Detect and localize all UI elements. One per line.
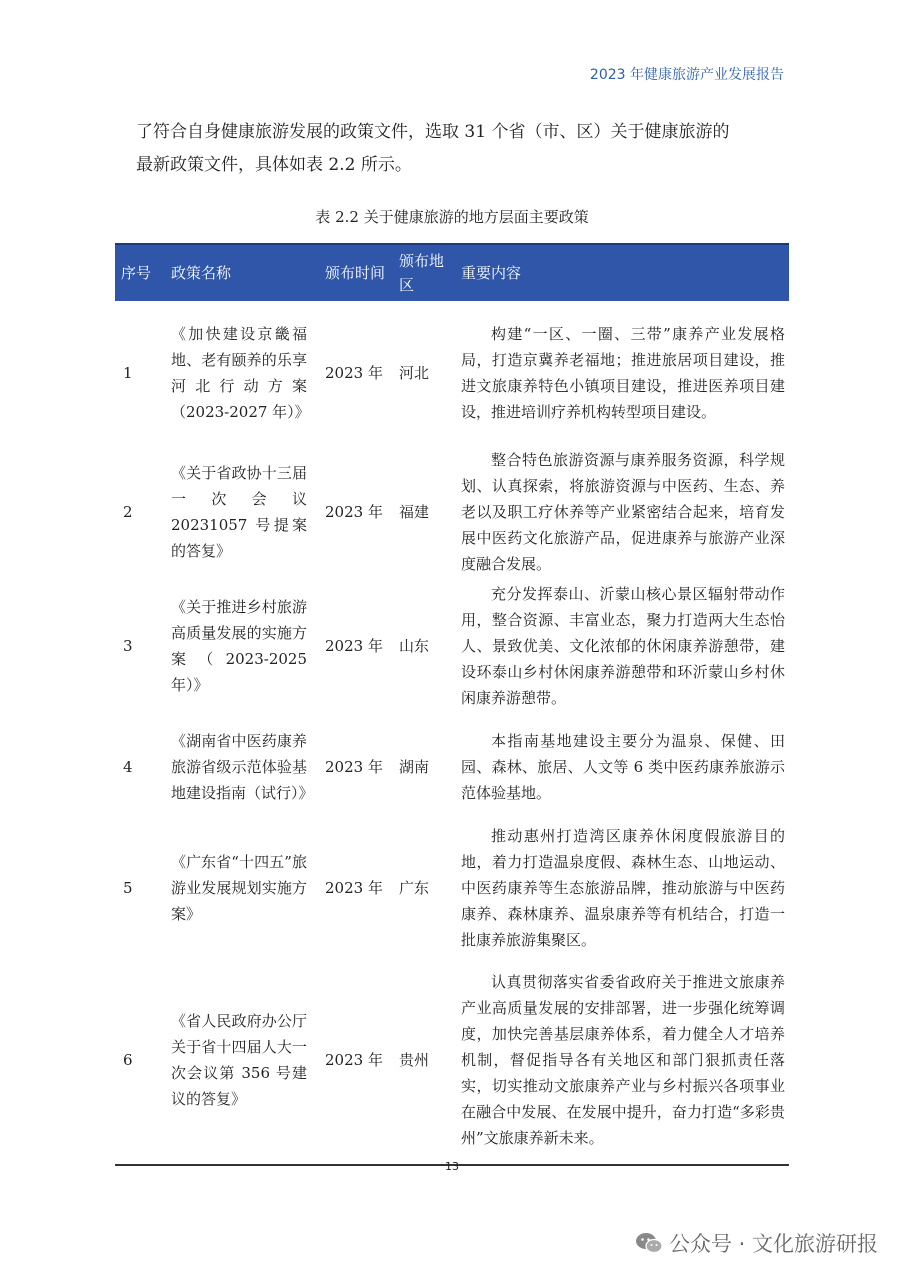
intro-line-2: 最新政策文件，具体如表 2.2 所示。 (136, 155, 412, 175)
table-body (115, 301, 789, 1165)
row-year: 2023 年 (325, 879, 383, 897)
row-content: 充分发挥泰山、沂蒙山核心景区辐射带动作用，整合资源、丰富业态，聚力打造两大生态怡人、景致优美、文化浓郁的休闲康养游憩带，建设环泰山乡村休闲康养游憩带和环沂蒙山乡村休闲康养游憩带。 (461, 585, 785, 707)
row-region: 河北 (399, 364, 430, 382)
table-row (115, 445, 789, 579)
watermark (635, 1228, 878, 1258)
table-row (115, 579, 789, 713)
table-row (115, 301, 789, 445)
header-num: 序号 (115, 244, 165, 301)
intro-paragraph (136, 116, 776, 182)
row-content: 推动惠州打造湾区康养休闲度假旅游目的地，着力打造温泉度假、森林生态、山地运动、中医药康养等生态旅游品牌，推动旅游与中医药康养、森林康养、温泉康养等有机结合，打造一批康养旅游集聚区。 (461, 827, 785, 949)
wechat-icon (635, 1232, 663, 1254)
row-num: 1 (123, 364, 133, 382)
row-num: 2 (123, 503, 133, 521)
row-year: 2023 年 (325, 503, 383, 521)
page-number: 13 (445, 1160, 459, 1173)
table-row (115, 821, 789, 955)
table-row (115, 713, 789, 821)
table-row (115, 955, 789, 1165)
table-header-row (115, 244, 789, 301)
header-content: 重要内容 (455, 244, 789, 301)
row-region: 湖南 (399, 758, 430, 776)
row-policy-name: 《湖南省中医药康养旅游省级示范体验基地建设指南（试行）》 (171, 732, 314, 802)
row-region: 山东 (399, 637, 430, 655)
table-header (115, 244, 789, 301)
row-num: 4 (123, 758, 133, 776)
row-num: 3 (123, 637, 133, 655)
intro-line-1: 了符合自身健康旅游发展的政策文件，选取 31 个省（市、区）关于健康旅游的 (136, 122, 730, 142)
header-region: 颁布地区 (393, 244, 455, 301)
policy-table (115, 243, 789, 1166)
row-num: 6 (115, 955, 165, 1165)
row-num: 5 (123, 879, 133, 897)
row-year: 2023 年 (325, 637, 383, 655)
row-policy-name: 《关于省政协十三届一次会议 20231057 号提案的答复》 (171, 464, 307, 560)
header-time: 颁布时间 (319, 244, 393, 301)
row-content: 认真贯彻落实省委省政府关于推进文旅康养产业高质量发展的安排部署，进一步强化统筹调度，加快完善基层康养体系，着力健全人才培养机制，督促指导各有关地区和部门狠抓责任落实，切实推动文旅康养产业与乡村振兴各项事业在融合中发展、在发展中提升，奋力打造“多彩贵州”文旅康养新未来。 (455, 955, 789, 1165)
header-name: 政策名称 (165, 244, 319, 301)
row-content: 整合特色旅游资源与康养服务资源，科学规划、认真探索，将旅游资源与中医药、生态、养老以及职工疗休养等产业紧密结合起来，培育发展中医药文化旅游产品，促进康养与旅游产业深度融合发展。 (461, 451, 785, 573)
row-policy-name: 《广东省“十四五”旅游业发展规划实施方案》 (171, 853, 307, 923)
report-header: 2023 年健康旅游产业发展报告 (589, 67, 784, 83)
row-policy-name: 《加快建设京畿福地、老有颐养的乐享河北行动方案（2023-2027 年）》 (171, 325, 310, 421)
row-policy-name: 《省人民政府办公厅关于省十四届人大一次会议第 356 号建议的答复》 (165, 955, 319, 1165)
row-region: 福建 (399, 503, 430, 521)
row-year: 2023 年 (319, 955, 393, 1165)
row-content: 构建“一区、一圈、三带”康养产业发展格局，打造京冀养老福地；推进旅居项目建设，推进文旅康养特色小镇项目建设，推进医养项目建设，推进培训疗养机构转型项目建设。 (461, 325, 785, 421)
row-region: 广东 (399, 879, 430, 897)
row-year: 2023 年 (325, 364, 383, 382)
table-caption: 表 2.2 关于健康旅游的地方层面主要政策 (315, 208, 589, 226)
row-year: 2023 年 (325, 758, 383, 776)
row-content: 本指南基地建设主要分为温泉、保健、田园、森林、旅居、人文等 6 类中医药康养旅游示范体验基地。 (461, 732, 785, 802)
row-policy-name: 《关于推进乡村旅游高质量发展的实施方案（2023-2025 年）》 (171, 598, 307, 694)
row-region: 贵州 (393, 955, 455, 1165)
watermark-text: 公众号 · 文化旅游研报 (668, 1232, 878, 1256)
